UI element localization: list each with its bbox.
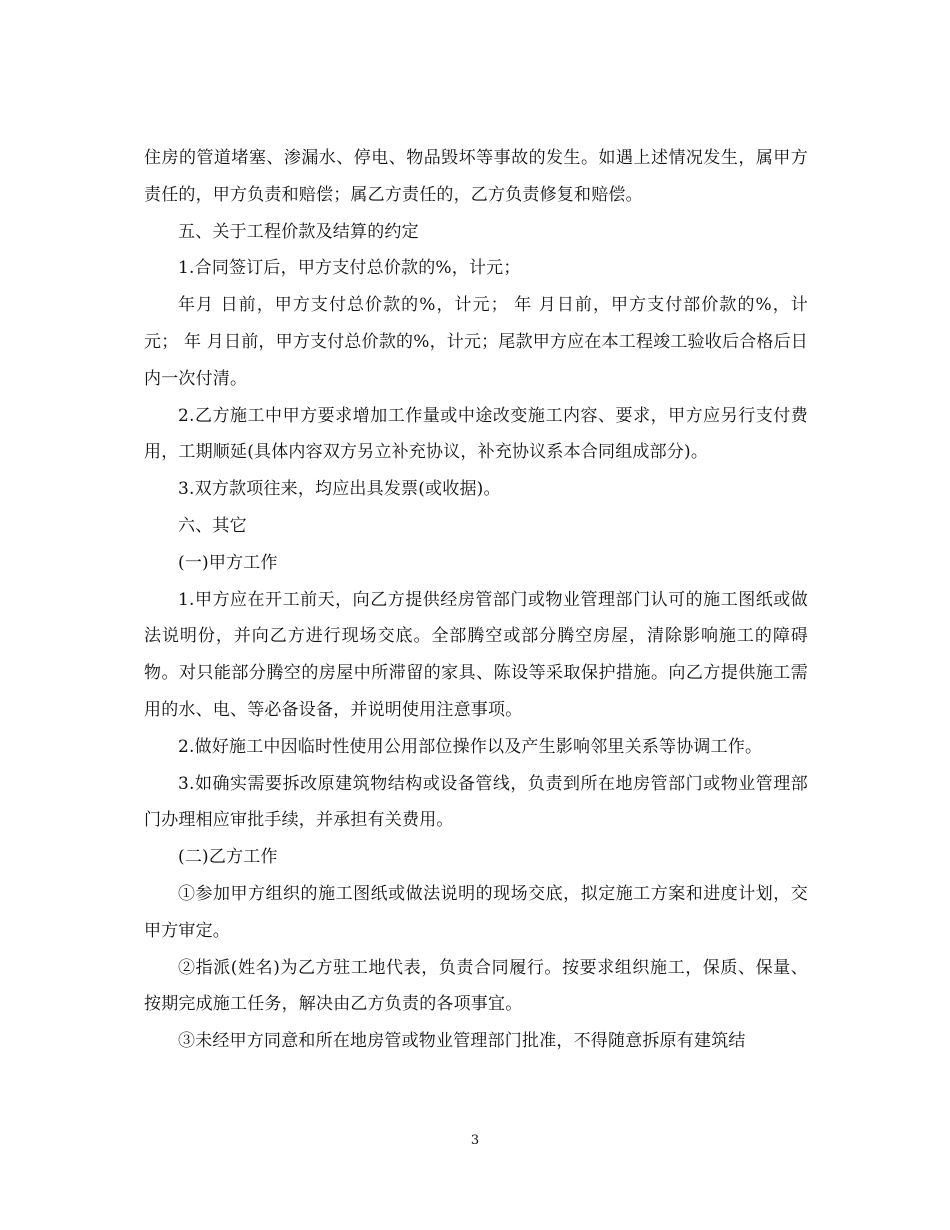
paragraph: ①参加甲方组织的施工图纸或做法说明的现场交底，拟定施工方案和进度计划，交甲方审定。 bbox=[144, 883, 808, 941]
section-heading: 五、关于工程价款及结算的约定 bbox=[178, 221, 419, 242]
paragraph: 3.双方款项往来，均应出具发票(或收据)。 bbox=[178, 479, 501, 500]
paragraph: 住房的管道堵塞、渗漏水、停电、物品毁坏等事故的发生。如遇上述情况发生，属甲方责任的，甲方负责和赔偿；属乙方责任的，乙方负责修复和赔偿。 bbox=[144, 148, 808, 205]
paragraph: 2.做好施工中因临时性使用公用部位操作以及产生影响邻里关系等协调工作。 bbox=[178, 736, 763, 757]
paragraph: 1.甲方应在开工前天，向乙方提供经房管部门或物业管理部门认可的施工图纸或做法说明份，并向乙方进行现场交底。全部腾空或部分腾空房屋，清除影响施工的障碍物。对只能部分腾空的房屋中所滞留的家具、陈设等采取保护措施。向乙方提供施工需用的水、电、等必备设备，并说明使用注意事项。 bbox=[144, 589, 808, 720]
page-number: 3 bbox=[470, 1133, 480, 1148]
paragraph: 3.如确实需要拆改原建筑物结构或设备管线，负责到所在地房管部门或物业管理部门办理相应审批手续，并承担有关费用。 bbox=[144, 773, 808, 831]
paragraph: ③未经甲方同意和所在地房管或物业管理部门批准，不得随意拆原有建筑结 bbox=[178, 1031, 746, 1052]
paragraph: 2.乙方施工中甲方要求增加工作量或中途改变施工内容、要求，甲方应另行支付费用，工期顺延(具体内容双方另立补充协议，补充协议系本合同组成部分)。 bbox=[144, 405, 808, 463]
paragraph: 年月 日前，甲方支付总价款的%，计元； 年 月日前，甲方支付部价款的%，计元； 年 月日前，甲方支付总价款的%，计元；尾款甲方应在本工程竣工验收后合格后日内一次付清。 bbox=[144, 295, 808, 389]
subsection-heading: (一)甲方工作 bbox=[178, 552, 278, 573]
paragraph: ②指派(姓名)为乙方驻工地代表，负责合同履行。按要求组织施工，保质、保量、按期完成施工任务，解决由乙方负责的各项事宜。 bbox=[144, 957, 808, 1015]
subsection-heading: (二)乙方工作 bbox=[178, 847, 278, 868]
paragraph: 1.合同签订后，甲方支付总价款的%，计元； bbox=[178, 258, 521, 279]
document-body bbox=[144, 140, 808, 1060]
section-heading: 六、其它 bbox=[178, 515, 247, 536]
